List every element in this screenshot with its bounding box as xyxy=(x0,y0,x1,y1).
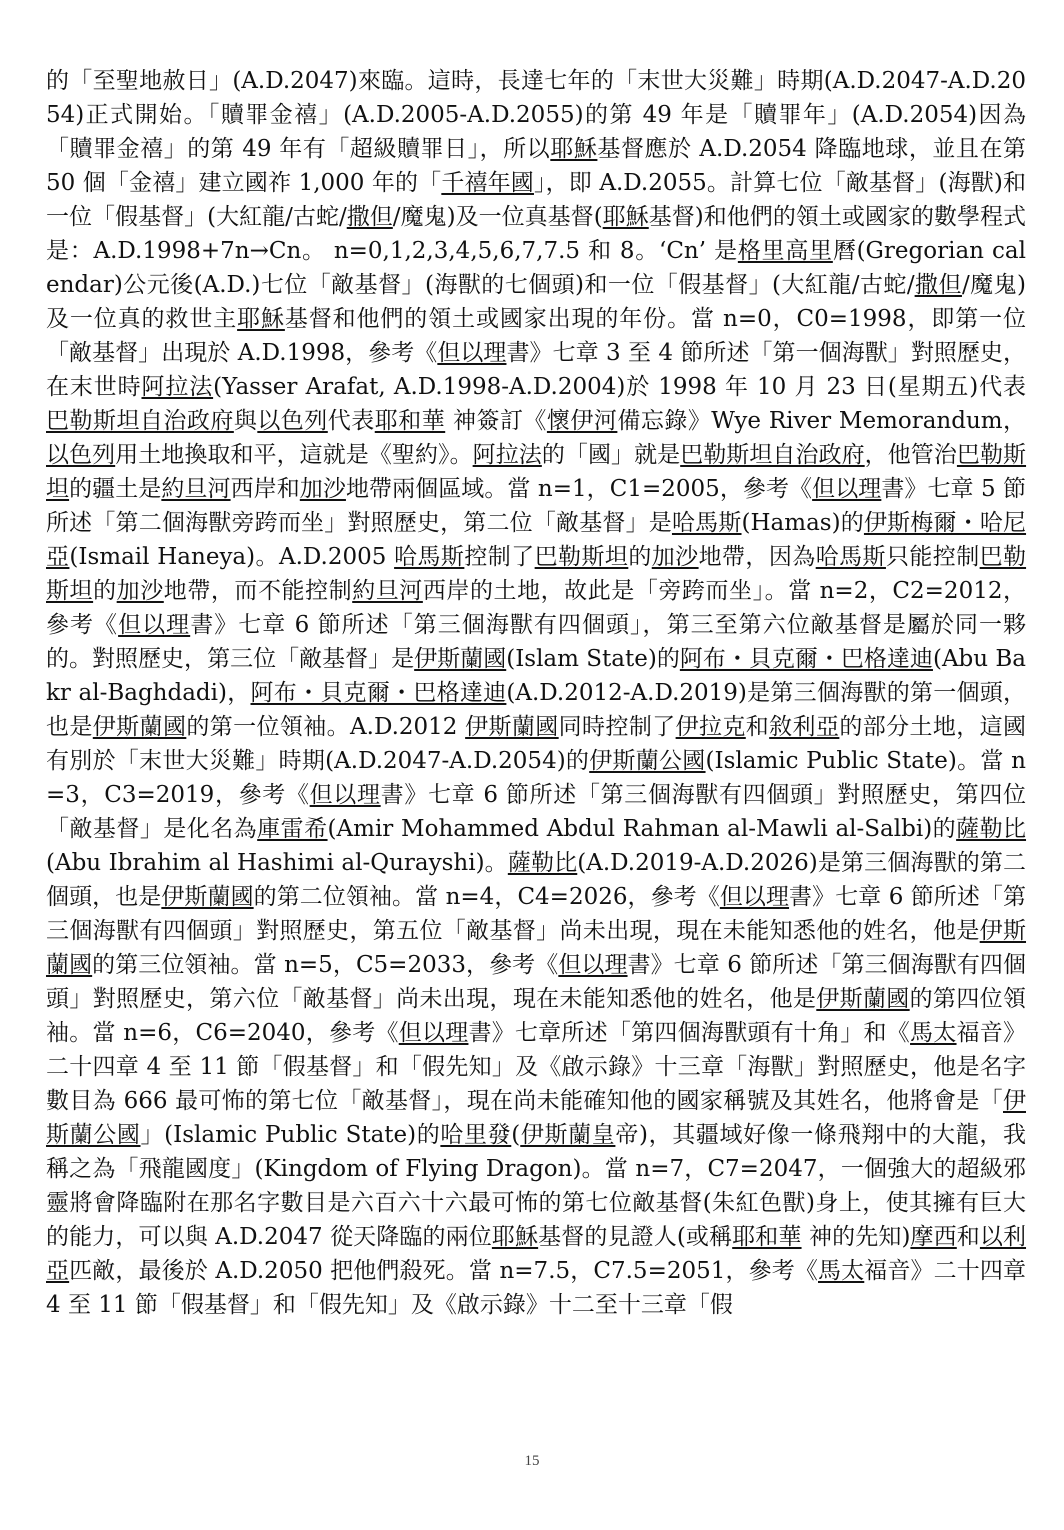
underlined-name: 伊斯蘭國 xyxy=(816,986,910,1012)
underlined-name: 摩西 xyxy=(910,1224,957,1250)
text-run: 基督應於 A.D.2054 降臨地球，並且在第 50 個「金禧」建立國祚 1,000 年的「 xyxy=(46,136,1027,196)
underlined-name: 加沙 xyxy=(116,578,164,604)
underlined-name: 但以理 xyxy=(437,340,507,366)
underlined-name: 巴勒斯坦自治政府 xyxy=(46,408,234,434)
text-run: 用土地換取和平，這就是《聖約》。 xyxy=(115,442,473,468)
text-run: 與 xyxy=(233,408,258,434)
text-run: 的 xyxy=(628,544,652,570)
underlined-name: 伊斯蘭國 xyxy=(161,884,254,910)
underlined-name: 耶穌 xyxy=(237,306,285,332)
text-run: 神簽訂《 xyxy=(445,408,547,434)
text-run: 基督)和他們的領土或國家的數學程式是：A.D.1998+7n→Cn。 n=0,1,2,3,4,5,6,7,7.5 和 8。‘Cn’ 是 xyxy=(46,204,1027,264)
text-run: 匹敵，最後於 A.D.2050 把他們殺死。當 n=7.5，C7.5=2051，參考《 xyxy=(69,1258,818,1284)
underlined-name: 馬太 xyxy=(910,1020,957,1046)
text-run: 西岸的土地，故此是「旁跨而坐」。當 n=2，C2=2012，參考《 xyxy=(46,578,1027,638)
text-run: 備忘錄》Wye River Memorandum， xyxy=(617,408,1027,434)
text-run: 書》七章 3 至 4 節所述「第一個海獸」對照歷史，在末世時 xyxy=(46,340,1027,400)
text-run: 」，即 A.D.2055。計算七位「敵基督」(海獸)和一位「假基督」(大紅龍/古蛇/ xyxy=(46,170,1027,230)
body-paragraph xyxy=(46,64,1026,1322)
text-run: (Yasser Arafat, A.D.1998-A.D.2004)於 1998 年 10 月 23 日(星期五)代表 xyxy=(213,374,1027,400)
text-run: (Islamic Public State)。當 n=3，C3=2019，參考《 xyxy=(46,748,1026,808)
underlined-name: 伊斯蘭國 xyxy=(46,918,1027,978)
text-run: (Islam State)的 xyxy=(506,646,680,672)
underlined-name: 阿拉法 xyxy=(472,442,542,468)
text-run: 書》七章 6 節所述「第三個海獸有四個頭」，第三至第六位敵基督是屬於同一夥的。對照歷史，第三位「敵基督」是 xyxy=(46,612,1026,672)
underlined-name: 庫雷希 xyxy=(257,816,328,842)
text-run: (Amir Mohammed Abdul Rahman al-Mawli al-Salbi)的 xyxy=(327,816,957,842)
underlined-name: 撒但 xyxy=(346,204,393,230)
underlined-name: 加沙 xyxy=(299,476,346,502)
underlined-name: 薩勒比 xyxy=(956,816,1027,842)
text-run: 福音》二十四章 4 至 11 節「假基督」和「假先知」及《啟示錄》十二至十三章「假 xyxy=(46,1258,1027,1318)
underlined-name: 千禧年國 xyxy=(441,170,534,196)
underlined-name: 約旦河 xyxy=(352,578,423,604)
underlined-name: 但以理 xyxy=(558,952,628,978)
text-run: 同時控制了 xyxy=(558,714,676,740)
underlined-name: 但以理 xyxy=(398,1020,469,1046)
text-run: 基督和他們的領土或國家出現的年份。當 n=0，C0=1998，即第一位「敵基督」出現於 A.D.1998，參考《 xyxy=(46,306,1026,366)
underlined-name: 阿布・貝克爾・巴格達迪 xyxy=(679,646,933,672)
underlined-name: 巴勒斯坦自治政府 xyxy=(680,442,865,468)
text-run: 的第三位領袖。當 n=5，C5=2033，參考《 xyxy=(92,952,559,978)
underlined-name: 阿拉法 xyxy=(141,374,214,400)
underlined-name: 伊斯梅爾・哈尼亞 xyxy=(46,510,1027,570)
text-run: ，他管治 xyxy=(864,442,957,468)
underlined-name: 巴勒斯坦 xyxy=(46,442,1027,502)
text-run: 的疆土是 xyxy=(69,476,162,502)
text-run: 書》七章 6 節所述「第三個海獸有四個頭」對照歷史，第五位「敵基督」尚未出現，現在未能知悉他的姓名，他是 xyxy=(46,884,1027,944)
text-run: 的部分土地，這國有別於「末世大災難」時期(A.D.2047-A.D.2054)的 xyxy=(46,714,1027,774)
text-run: 基督的見證人(或稱 xyxy=(538,1224,733,1250)
underlined-name: 耶穌 xyxy=(602,204,649,230)
text-run: 的「國」就是 xyxy=(541,442,681,468)
text-run: 書》七章 6 節所述「第三個海獸有四個頭」對照歷史，第六位「敵基督」尚未出現，現在未能知悉他的姓名，他是 xyxy=(46,952,1026,1012)
underlined-name: 耶和華 xyxy=(732,1224,802,1250)
underlined-name: 薩勒比 xyxy=(507,850,578,876)
text-run: (A.D.2019-A.D.2026)是第三個海獸的第二個頭，也是 xyxy=(46,850,1026,910)
text-run: 書》七章所述「第四個海獸頭有十角」和《 xyxy=(468,1020,911,1046)
underlined-name: 但以理 xyxy=(719,884,790,910)
text-run: 地帶兩個區域。當 n=1，C1=2005，參考《 xyxy=(345,476,813,502)
text-run: 的第一位領袖。A.D.2012 xyxy=(186,714,466,740)
underlined-name: 但以理 xyxy=(309,782,381,808)
text-run: 福音》二十四章 4 至 11 節「假基督」和「假先知」及《啟示錄》十三章「海獸」對照歷史，他是名字數目為 666 最可怖的第七位「敵基督」，現在尚未能確知他的國家稱號及其姓名，他將會是「 xyxy=(46,1020,1027,1114)
underlined-name: 巴勒斯坦 xyxy=(534,544,629,570)
underlined-name: 耶和華 xyxy=(374,408,446,434)
underlined-name: 伊斯蘭公國 xyxy=(46,1088,1026,1148)
text-run: 的第四位領袖。當 n=6，C6=2040，參考《 xyxy=(46,986,1027,1046)
underlined-name: 伊拉克 xyxy=(675,714,746,740)
text-run: 書》七章 6 節所述「第三個海獸有四個頭」對照歷史，第四位「敵基督」是化名為 xyxy=(46,782,1026,842)
text-run: 西岸和 xyxy=(230,476,300,502)
text-run: (Hamas)的 xyxy=(741,510,864,536)
underlined-name: 加沙 xyxy=(651,544,699,570)
underlined-name: 以色列 xyxy=(257,408,328,434)
underlined-name: 但以理 xyxy=(812,476,882,502)
underlined-name: 格里高里 xyxy=(737,238,833,264)
text-run: 的第二位領袖。當 n=4，C4=2026，參考《 xyxy=(253,884,720,910)
text-run: (Abu Bakr al-Baghdadi)， xyxy=(46,646,1027,706)
underlined-name: 巴勒斯坦 xyxy=(46,544,1027,604)
underlined-name: 伊斯蘭國 xyxy=(414,646,507,672)
text-run: 的 xyxy=(93,578,117,604)
text-run: (Abu Ibrahim al Hashimi al-Qurayshi)。 xyxy=(46,850,508,876)
underlined-name: 耶穌 xyxy=(491,1224,539,1250)
underlined-name: 伊斯蘭國 xyxy=(92,714,187,740)
underlined-name: 馬太 xyxy=(818,1258,865,1284)
text-run: /魔鬼)及一位真的救世主 xyxy=(46,272,1027,332)
text-run: 的「至聖地赦日」(A.D.2047)來臨。這時，長達七年的「末世大災難」時期(A.D.2047-A.D.2054)正式開始。「贖罪金禧」(A.D.2005-A.D.2055)的第 49 年是「贖罪年」(A.D.2054)因為「贖罪金禧」的第 49 年有「超級贖罪日」，所以 xyxy=(46,68,1026,162)
text-run: 曆(Gregorian calendar)公元後(A.D.)七位「敵基督」(海獸的七個頭)和一位「假基督」(大紅龍/古蛇/ xyxy=(46,238,1026,298)
underlined-name: 約旦河 xyxy=(161,476,231,502)
text-run: 地帶，而不能控制 xyxy=(163,578,353,604)
underlined-name: 耶穌 xyxy=(550,136,598,162)
text-run: 和 xyxy=(745,714,770,740)
underlined-name: 阿布・貝克爾・巴格達迪 xyxy=(250,680,507,706)
underlined-name: 哈馬斯 xyxy=(815,544,886,570)
page-number: 15 xyxy=(524,1453,540,1469)
underlined-name: 伊斯蘭國 xyxy=(465,714,559,740)
underlined-name: 伊斯蘭公國 xyxy=(589,748,706,774)
underlined-name: 以色列 xyxy=(46,442,116,468)
underlined-name: 但以理 xyxy=(118,612,191,638)
text-run: ( xyxy=(511,1122,521,1148)
text-run: 和 xyxy=(956,1224,980,1250)
underlined-name: 哈馬斯 xyxy=(394,544,465,570)
underlined-name: 伊斯蘭皇 xyxy=(520,1122,616,1148)
text-run: 控制了 xyxy=(464,544,535,570)
text-run: 」(Islamic Public State)的 xyxy=(140,1122,441,1148)
text-run: 神的先知) xyxy=(801,1224,911,1250)
text-run: (Ismail Haneya)。A.D.2005 xyxy=(69,544,395,570)
underlined-name: 哈里發 xyxy=(440,1122,512,1148)
underlined-name: 以利亞 xyxy=(46,1224,1027,1284)
text-run: 書》七章 5 節所述「第二個海獸旁跨而坐」對照歷史，第二位「敵基督」是 xyxy=(46,476,1027,536)
underlined-name: 撒但 xyxy=(914,272,962,298)
text-run: (A.D.2012-A.D.2019)是第三個海獸的第一個頭，也是 xyxy=(46,680,1027,740)
underlined-name: 敘利亞 xyxy=(769,714,840,740)
text-run: 只能控制 xyxy=(885,544,980,570)
text-run: 地帶，因為 xyxy=(698,544,816,570)
underlined-name: 哈馬斯 xyxy=(671,510,742,536)
text-run: /魔鬼)及一位真基督( xyxy=(392,204,603,230)
underlined-name: 懷伊河 xyxy=(546,408,618,434)
text-run: 帝)，其疆域好像一條飛翔中的大龍，我稱之為「飛龍國度」(Kingdom of Flying Dragon)。當 n=7，C7=2047，一個強大的超級邪靈將會降臨附在那名字數目是六百六十六最可怖的第七位敵基督(朱紅色獸)身上，使其擁有巨大的能力，可以與 A.D.2047 從天降臨的兩位 xyxy=(46,1122,1027,1250)
text-run: 代表 xyxy=(327,408,375,434)
